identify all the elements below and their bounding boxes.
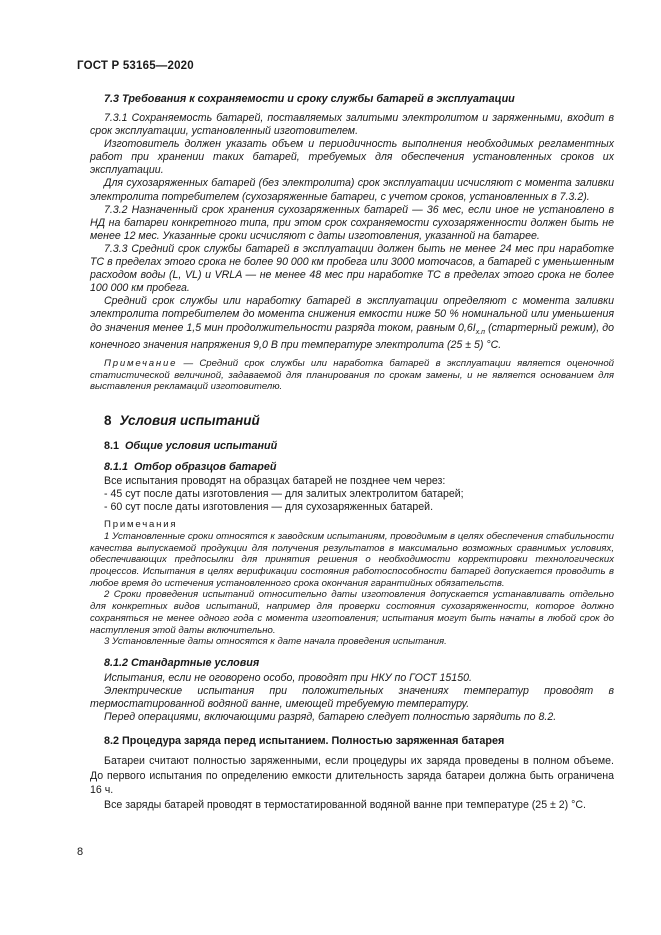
para-text-a: Средний срок службы или наработку батарей в эксплуатации определяют с момента заливки электролита потребителем до момента снижения емкости ниже 50 % номинальной или уменьшения до значения менее 1,5 мин продолжительности разряда током, равным 0,6I	[90, 295, 614, 334]
note-label: Примечание	[104, 357, 178, 369]
subscript: х.п	[475, 328, 486, 336]
para-7-3-3-b	[90, 295, 614, 351]
page-content	[90, 90, 614, 812]
list-intro: Все испытания проводят на образцах батарей не позднее чем через:	[104, 474, 446, 487]
section-8-2-title: 8.2 Процедура заряда перед испытанием. Полностью заряженная батарея	[104, 735, 505, 748]
para-8-1-2-c: Перед операциями, включающими разряд, батарею следует полностью зарядить по 8.2.	[104, 711, 557, 724]
note-1: 1 Установленные сроки относятся к заводским испытаниям, проводимым в целях обеспечения стабильности качества выпускаемой продукции для получения результатов в максимально возможных сравнимых условиях, обеспечивающих предпосылки для принятия решения о необходимости корректировки технологических процессов. Испытания в целях верификации состояния работоспособности батарей допускается проводить в любое время до истечения установленного срока окончания гарантийных обязательств.	[90, 530, 614, 589]
section-8-1-title	[90, 440, 614, 452]
section-8-1-1-number: 8.1.1	[104, 460, 129, 473]
para-8-1-2-a: Испытания, если не оговорено особо, проводят при НКУ по ГОСТ 15150.	[104, 671, 472, 684]
para-8-2-a: Батареи считают полностью заряженными, если процедуры их заряда проведены в полном объеме. До первого испытания по определению емкости длительность заряда батареи должна быть ограничена 16 ч.	[90, 755, 614, 797]
section-8-1-1-text: Отбор образцов батарей	[134, 460, 277, 473]
para-8-2-b: Все заряды батарей проводят в термостатированной водяной ванне при температуре (25 ± 2) °С.	[104, 798, 586, 811]
page-number: 8	[77, 846, 84, 858]
section-8-1-text: Общие условия испытаний	[125, 439, 278, 452]
para-7-3-1: 7.3.1 Сохраняемость батарей, поставляемых залитыми электролитом и заряженными, входит в срок эксплуатации, установленный изготовителем.	[90, 112, 614, 138]
note-text: — Средний срок службы или наработка батарей в эксплуатации является оценочной статистической величиной, задаваемой для планирования по срокам замены, и не является основанием для выставления рекламаций изготовителю.	[90, 357, 614, 393]
para-7-3-1-c: Для сухозаряженных батарей (без электролита) срок эксплуатации исчисляют с момента заливки электролита потребителем (сухозаряженные батареи, с учетом сроков, установленных в 7.3.2).	[90, 177, 614, 203]
document-header: ГОСТ Р 53165—2020	[77, 60, 194, 72]
para-8-1-2-b: Электрические испытания при положительных значениях температур проводят в термостатированной водяной ванне, имеющей требуемую температуру.	[90, 685, 614, 711]
section-8-1-1-title	[90, 461, 614, 473]
para-7-3-2: 7.3.2 Назначенный срок хранения сухозаряженных батарей — 36 мес, если иное не установлено в НД на батареи конкретного типа, при этом срок сохраняемости сухозаряженности должен быть не менее 12 мес. Указанные сроки исчисляют с даты изготовления, указанной на батарее.	[90, 203, 614, 242]
list-item: - 45 сут после даты изготовления — для залитых электролитом батарей;	[104, 488, 464, 500]
para-7-3-1-b: Изготовитель должен указать объем и периодичность выполнения необходимых регламентных работ при хранении таких батарей, требуемых для обеспечения установленных сроков их эксплуатации.	[90, 138, 614, 177]
note-3: 3 Установленные даты относятся к дате начала проведения испытания.	[104, 636, 447, 648]
section-8-text: Условия испытаний	[119, 412, 260, 428]
notes-label-text: Примечания	[104, 519, 178, 531]
note-2: 2 Сроки проведения испытаний относительно даты изготовления допускается устанавливать отдельно для конкретных видов испытаний, например для проверки состояния сухозаряженности, которое должно сохраняться не менее одного года с момента изготовления; испытания могут быть начаты в любой срок до наступления этой даты включительно.	[90, 589, 614, 636]
note-7-3	[90, 358, 614, 393]
para-7-3-3: 7.3.3 Средний срок службы батарей в эксплуатации должен быть не менее 24 мес при наработке ТС в пределах этого срока не более 90 000 км пробега или 3000 моточасов, а батарей с уменьшенным расходом воды (L, VL) и VRLA — не менее 48 мес при наработке ТС в пределах этого срока не более 100 000 км пробега.	[90, 242, 615, 295]
para-text-b: (стартерный режим), до конечного значения напряжения 9,0 В при температуре электролита (25 ± 5) °С.	[90, 321, 614, 351]
section-8-number: 8	[104, 412, 112, 428]
section-8-1-number: 8.1	[104, 439, 120, 452]
section-7-3-title: 7.3 Требования к сохраняемости и сроку службы батарей в эксплуатации	[104, 93, 515, 105]
notes-label	[90, 519, 614, 531]
section-8-title	[90, 413, 614, 428]
list-item: - 60 сут после даты изготовления — для сухозаряженных батарей.	[104, 501, 434, 514]
section-8-1-2-title: 8.1.2 Стандартные условия	[104, 656, 260, 669]
